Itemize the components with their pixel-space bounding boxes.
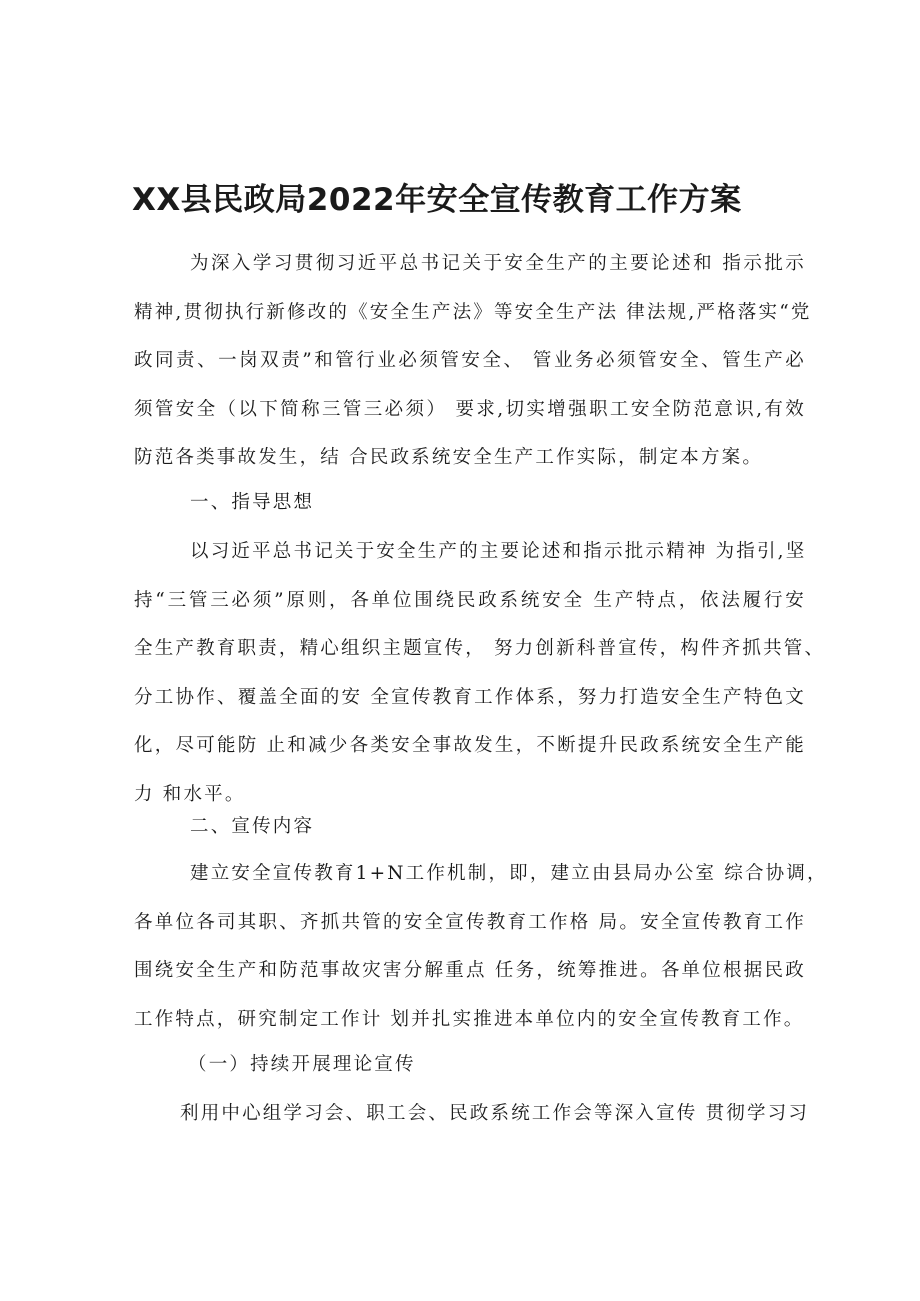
paragraph-line: 政同责、一岗双责”和管行业必须管安全、 管业务必须管安全、管生产必 <box>134 350 806 371</box>
section-heading-publicity-content: 二、宣传内容 <box>190 816 315 837</box>
paragraph-line: 建立安全宣传教育1+N工作机制，即，建立由县局办公室 综合协调， <box>190 863 828 884</box>
paragraph-line: 防范各类事故发生，结 合民政系统安全生产工作实际，制定本方案。 <box>134 447 764 468</box>
paragraph-line: 全生产教育职责，精心组织主题宣传， 努力创新科普宣传，构件齐抓共管、 <box>134 638 826 659</box>
section-heading-guiding-ideology: 一、指导思想 <box>190 492 315 513</box>
subsection-heading-theory-publicity: （一）持续开展理论宣传 <box>188 1054 416 1075</box>
intro-paragraph <box>134 240 812 483</box>
paragraph-line: 须管安全（以下简称三管三必须） 要求,切实增强职工安全防范意识,有效 <box>134 398 806 420</box>
paragraph-line: 利用中心组学习会、职工会、民政系统工作会等深入宣传 贯彻学习习 <box>180 1103 810 1124</box>
section1-paragraph <box>134 528 826 819</box>
paragraph-line: 围绕安全生产和防范事故灾害分解重点 任务，统筹推进。各单位根据民政 <box>134 960 806 981</box>
paragraph-line: 为深入学习贯彻习近平总书记关于安全生产的主要论述和 指示批示 <box>190 253 806 274</box>
paragraph-line: 以习近平总书记关于安全生产的主要论述和指示批示精神 为指引,坚 <box>190 541 807 562</box>
paragraph-line: 各单位各司其职、齐抓共管的安全宣传教育工作格 局。安全宣传教育工作 <box>134 911 806 933</box>
paragraph-line: 工作特点，研究制定工作计 划并扎实推进本单位内的安全宣传教育工作。 <box>134 1008 805 1030</box>
paragraph-line: 精神,贯彻执行新修改的《安全生产法》等安全生产法 律法规,严格落实“党 <box>134 301 812 323</box>
paragraph-line: 力 和水平。 <box>134 783 246 805</box>
section2-paragraph <box>134 850 828 1044</box>
subsection1-paragraph <box>180 1090 810 1139</box>
paragraph-line: 持“三管三必须”原则，各单位围绕民政系统安全 生产特点，依法履行安 <box>134 589 806 611</box>
paragraph-line: 分工协作、覆盖全面的安 全宣传教育工作体系，努力打造安全生产特色文 <box>134 686 806 708</box>
document-title: XX县民政局2022年安全宣传教育工作方案 <box>132 182 742 218</box>
paragraph-line: 化，尽可能防 止和减少各类安全事故发生，不断提升民政系统安全生产能 <box>134 735 806 756</box>
